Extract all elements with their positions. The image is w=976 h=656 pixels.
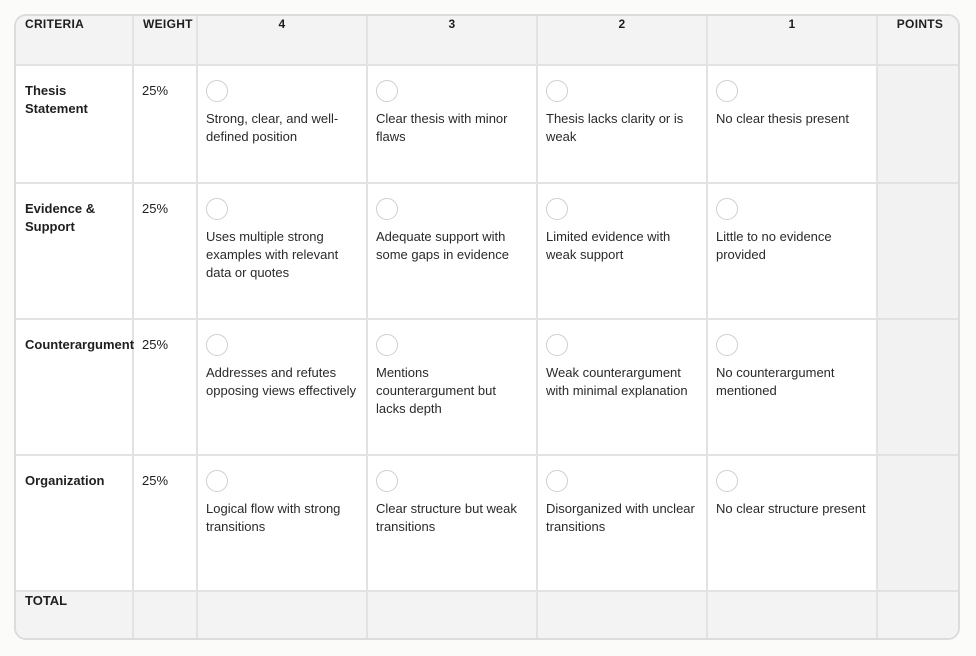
header-score-4: 4: [197, 15, 367, 65]
level-description: No clear structure present: [716, 501, 866, 516]
level-cell-4: [197, 455, 367, 591]
level-description: Weak counterargument with minimal explanation: [546, 365, 688, 398]
points-cell-thesis: [877, 65, 960, 183]
level-description: Thesis lacks clarity or is weak: [546, 111, 684, 144]
level-description: Disorganized with unclear transitions: [546, 501, 695, 534]
header-criteria: CRITERIA: [15, 15, 133, 65]
radio-organization-4[interactable]: [206, 470, 228, 492]
level-description: No clear thesis present: [716, 111, 849, 126]
radio-evidence-2[interactable]: [546, 198, 568, 220]
total-points-cell: [877, 591, 960, 640]
level-cell-1: [707, 183, 877, 319]
level-description: Clear structure but weak transitions: [376, 501, 517, 534]
points-cell-evidence: [877, 183, 960, 319]
criterion-label: Evidence & Support: [15, 183, 133, 319]
radio-thesis-2[interactable]: [546, 80, 568, 102]
radio-organization-1[interactable]: [716, 470, 738, 492]
criterion-label: Counterargument: [15, 319, 133, 455]
criterion-label: Thesis Statement: [15, 65, 133, 183]
header-score-1: 1: [707, 15, 877, 65]
level-cell-2: [537, 319, 707, 455]
total-cell-3: [367, 591, 537, 640]
criterion-row-evidence: [15, 183, 960, 319]
radio-counterargument-2[interactable]: [546, 334, 568, 356]
radio-evidence-1[interactable]: [716, 198, 738, 220]
points-cell-counterargument: [877, 319, 960, 455]
level-description: Limited evidence with weak support: [546, 229, 671, 262]
level-cell-3: [367, 183, 537, 319]
rubric-container: [14, 14, 960, 640]
criterion-weight: 25%: [133, 319, 197, 455]
level-cell-4: [197, 319, 367, 455]
header-score-3: 3: [367, 15, 537, 65]
level-cell-4: [197, 183, 367, 319]
criterion-row-counterargument: [15, 319, 960, 455]
rubric-table: [14, 14, 960, 640]
level-description: No counterargument mentioned: [716, 365, 835, 398]
level-cell-2: [537, 65, 707, 183]
level-cell-3: [367, 319, 537, 455]
header-score-2: 2: [537, 15, 707, 65]
level-cell-4: [197, 65, 367, 183]
radio-counterargument-3[interactable]: [376, 334, 398, 356]
total-cell-2: [537, 591, 707, 640]
criterion-row-thesis: [15, 65, 960, 183]
header-row: [15, 15, 960, 65]
header-weight: WEIGHT: [133, 15, 197, 65]
level-cell-1: [707, 65, 877, 183]
radio-counterargument-4[interactable]: [206, 334, 228, 356]
level-cell-3: [367, 65, 537, 183]
level-description: Logical flow with strong transitions: [206, 501, 341, 534]
radio-organization-2[interactable]: [546, 470, 568, 492]
level-cell-2: [537, 455, 707, 591]
level-cell-1: [707, 455, 877, 591]
level-description: Strong, clear, and well-defined position: [206, 111, 339, 144]
radio-organization-3[interactable]: [376, 470, 398, 492]
radio-thesis-3[interactable]: [376, 80, 398, 102]
level-description: Mentions counterargument but lacks depth: [376, 365, 496, 416]
radio-evidence-3[interactable]: [376, 198, 398, 220]
criterion-weight: 25%: [133, 183, 197, 319]
radio-evidence-4[interactable]: [206, 198, 228, 220]
level-cell-3: [367, 455, 537, 591]
total-cell-1: [707, 591, 877, 640]
criterion-weight: 25%: [133, 65, 197, 183]
criterion-weight: 25%: [133, 455, 197, 591]
total-label: TOTAL: [15, 591, 133, 640]
radio-counterargument-1[interactable]: [716, 334, 738, 356]
total-row: [15, 591, 960, 640]
radio-thesis-1[interactable]: [716, 80, 738, 102]
radio-thesis-4[interactable]: [206, 80, 228, 102]
level-cell-2: [537, 183, 707, 319]
total-cell-4: [197, 591, 367, 640]
header-points: POINTS: [877, 15, 960, 65]
criterion-row-organization: [15, 455, 960, 591]
level-description: Uses multiple strong examples with relevant data or quotes: [206, 229, 339, 280]
level-description: Addresses and refutes opposing views effectively: [206, 365, 357, 398]
criterion-label: Organization: [15, 455, 133, 591]
total-cell-weight: [133, 591, 197, 640]
points-cell-organization: [877, 455, 960, 591]
level-description: Little to no evidence provided: [716, 229, 832, 262]
level-description: Clear thesis with minor flaws: [376, 111, 508, 144]
level-cell-1: [707, 319, 877, 455]
level-description: Adequate support with some gaps in evidence: [376, 229, 509, 262]
